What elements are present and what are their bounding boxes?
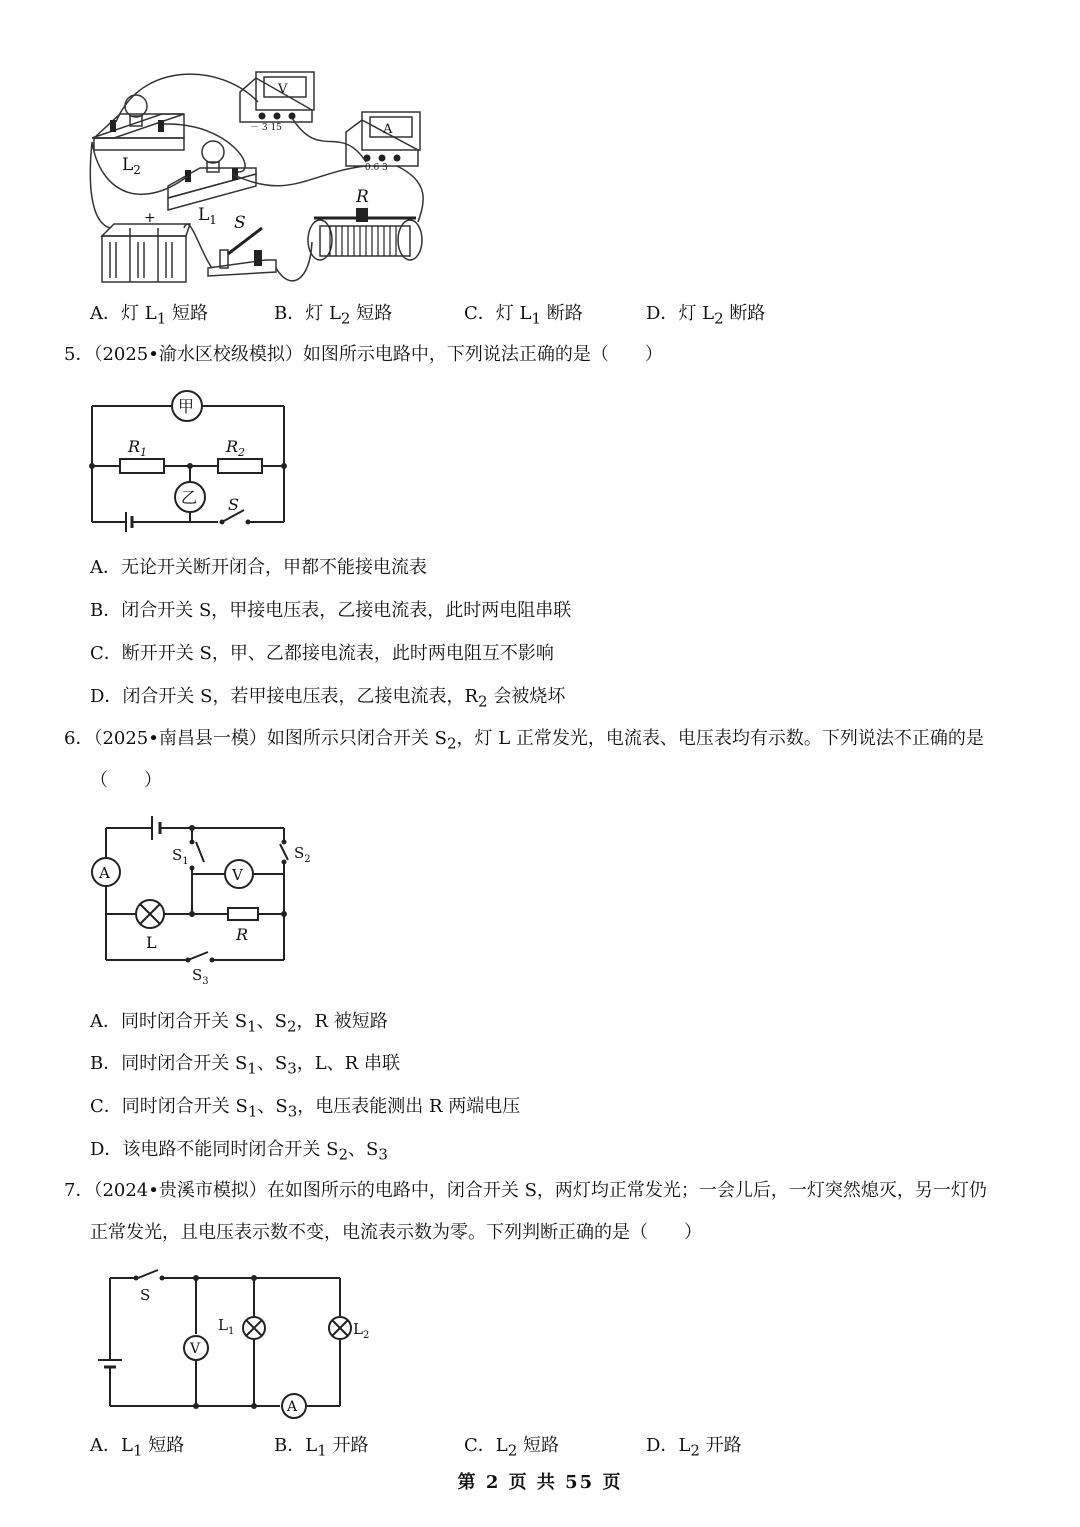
q6-stem: 6．（2025•南昌县一模）如图所示只闭合开关 $S_2$，灯 L 正常发光，电流表、电压表均有示数。下列说法不正确的是 bbox=[64, 728, 984, 753]
q6-s2-label: $S_2$ bbox=[294, 844, 311, 865]
q5-jia-label: 甲 bbox=[178, 397, 195, 416]
q5-s-label: S bbox=[228, 495, 239, 514]
q7-option-b[interactable]: B．$L_1$ 开路 bbox=[274, 1435, 369, 1460]
q4-switch-label: S bbox=[234, 213, 246, 233]
q4-battery-plus: + bbox=[144, 210, 156, 226]
q5-option-c[interactable]: C．断开开关 S，甲、乙都接电流表，此时两电阻互不影响 bbox=[90, 643, 554, 664]
q7-option-a[interactable]: A．$L_1$ 短路 bbox=[90, 1435, 185, 1460]
q5-yi-label: 乙 bbox=[181, 488, 198, 507]
q6-s3-label: $S_3$ bbox=[192, 966, 209, 987]
q4-ammeter-label: A bbox=[383, 122, 393, 137]
q6-option-a[interactable]: A．同时闭合开关 $S_1$、$S_2$，R 被短路 bbox=[90, 1011, 388, 1036]
page-footer: 第 2 页 共 55 页 bbox=[457, 1472, 623, 1493]
q5-r2-label: $R_2$ bbox=[226, 437, 246, 459]
q7-option-c[interactable]: C．$L_2$ 短路 bbox=[464, 1435, 560, 1460]
q6-r-label: R bbox=[236, 925, 249, 944]
q7-stem-line2: 正常发光，且电压表示数不变，电流表示数为零。下列判断正确的是（ ） bbox=[90, 1222, 702, 1243]
q5-option-b[interactable]: B．闭合开关 S，甲接电压表，乙接电流表，此时两电阻串联 bbox=[90, 600, 572, 621]
q4-l1-label: $L_1$ bbox=[198, 205, 217, 227]
q5-r1-label: $R_1$ bbox=[128, 437, 148, 459]
q6-stem-line2: （ ） bbox=[90, 770, 162, 791]
q7-option-d[interactable]: D．$L_2$ 开路 bbox=[646, 1435, 742, 1460]
q6-option-d[interactable]: D．该电路不能同时闭合开关 $S_2$、$S_3$ bbox=[90, 1139, 388, 1164]
q6-ammeter-label: A bbox=[99, 864, 110, 882]
q4-l2-label: $L_2$ bbox=[122, 155, 141, 177]
q6-lamp-label: L bbox=[146, 933, 157, 952]
q4-wiring-figure bbox=[80, 62, 440, 292]
q7-ammeter-label: A bbox=[287, 1399, 298, 1415]
q7-l1-label: $L_1$ bbox=[218, 1316, 235, 1337]
q4-option-c[interactable]: C．灯 $L_1$ 断路 bbox=[464, 303, 583, 328]
q7-l2-label: $L_2$ bbox=[353, 1320, 370, 1341]
q4-option-a[interactable]: A．灯 $L_1$ 短路 bbox=[90, 303, 208, 328]
q7-stem: 7．（2024•贵溪市模拟）在如图所示的电路中，闭合开关 S，两灯均正常发光；一会儿后，一灯突然熄灭，另一灯仍 bbox=[64, 1180, 987, 1201]
q6-s1-label: $S_1$ bbox=[172, 846, 189, 867]
q5-circuit-figure bbox=[88, 388, 298, 528]
q6-voltmeter-label: V bbox=[232, 866, 243, 884]
q6-circuit-figure bbox=[88, 812, 328, 992]
q6-option-b[interactable]: B．同时闭合开关 $S_1$、$S_3$，L、R 串联 bbox=[90, 1053, 400, 1078]
q4-option-d[interactable]: D．灯 $L_2$ 断路 bbox=[646, 303, 766, 328]
q6-option-c[interactable]: C．同时闭合开关 $S_1$、$S_3$，电压表能测出 R 两端电压 bbox=[90, 1096, 521, 1121]
q7-s-label: S bbox=[140, 1286, 151, 1304]
q4-voltmeter-label: V bbox=[278, 82, 288, 97]
q5-option-d[interactable]: D．闭合开关 S，若甲接电压表，乙接电流表，$R_2$ 会被烧坏 bbox=[90, 686, 566, 711]
q5-stem: 5．（2025•渝水区校级模拟）如图所示电路中，下列说法正确的是（ ） bbox=[64, 344, 663, 365]
q4-option-b[interactable]: B．灯 $L_2$ 短路 bbox=[274, 303, 393, 328]
q7-circuit-figure bbox=[94, 1270, 394, 1420]
q4-rheostat-label: R bbox=[356, 187, 369, 207]
q4-ammeter-scale: － 0.6 3 bbox=[353, 163, 388, 173]
q5-option-a[interactable]: A．无论开关断开闭合，甲都不能接电流表 bbox=[90, 557, 427, 578]
q4-voltmeter-scale: － 3 15 bbox=[250, 123, 282, 133]
q7-voltmeter-label: V bbox=[190, 1341, 201, 1357]
